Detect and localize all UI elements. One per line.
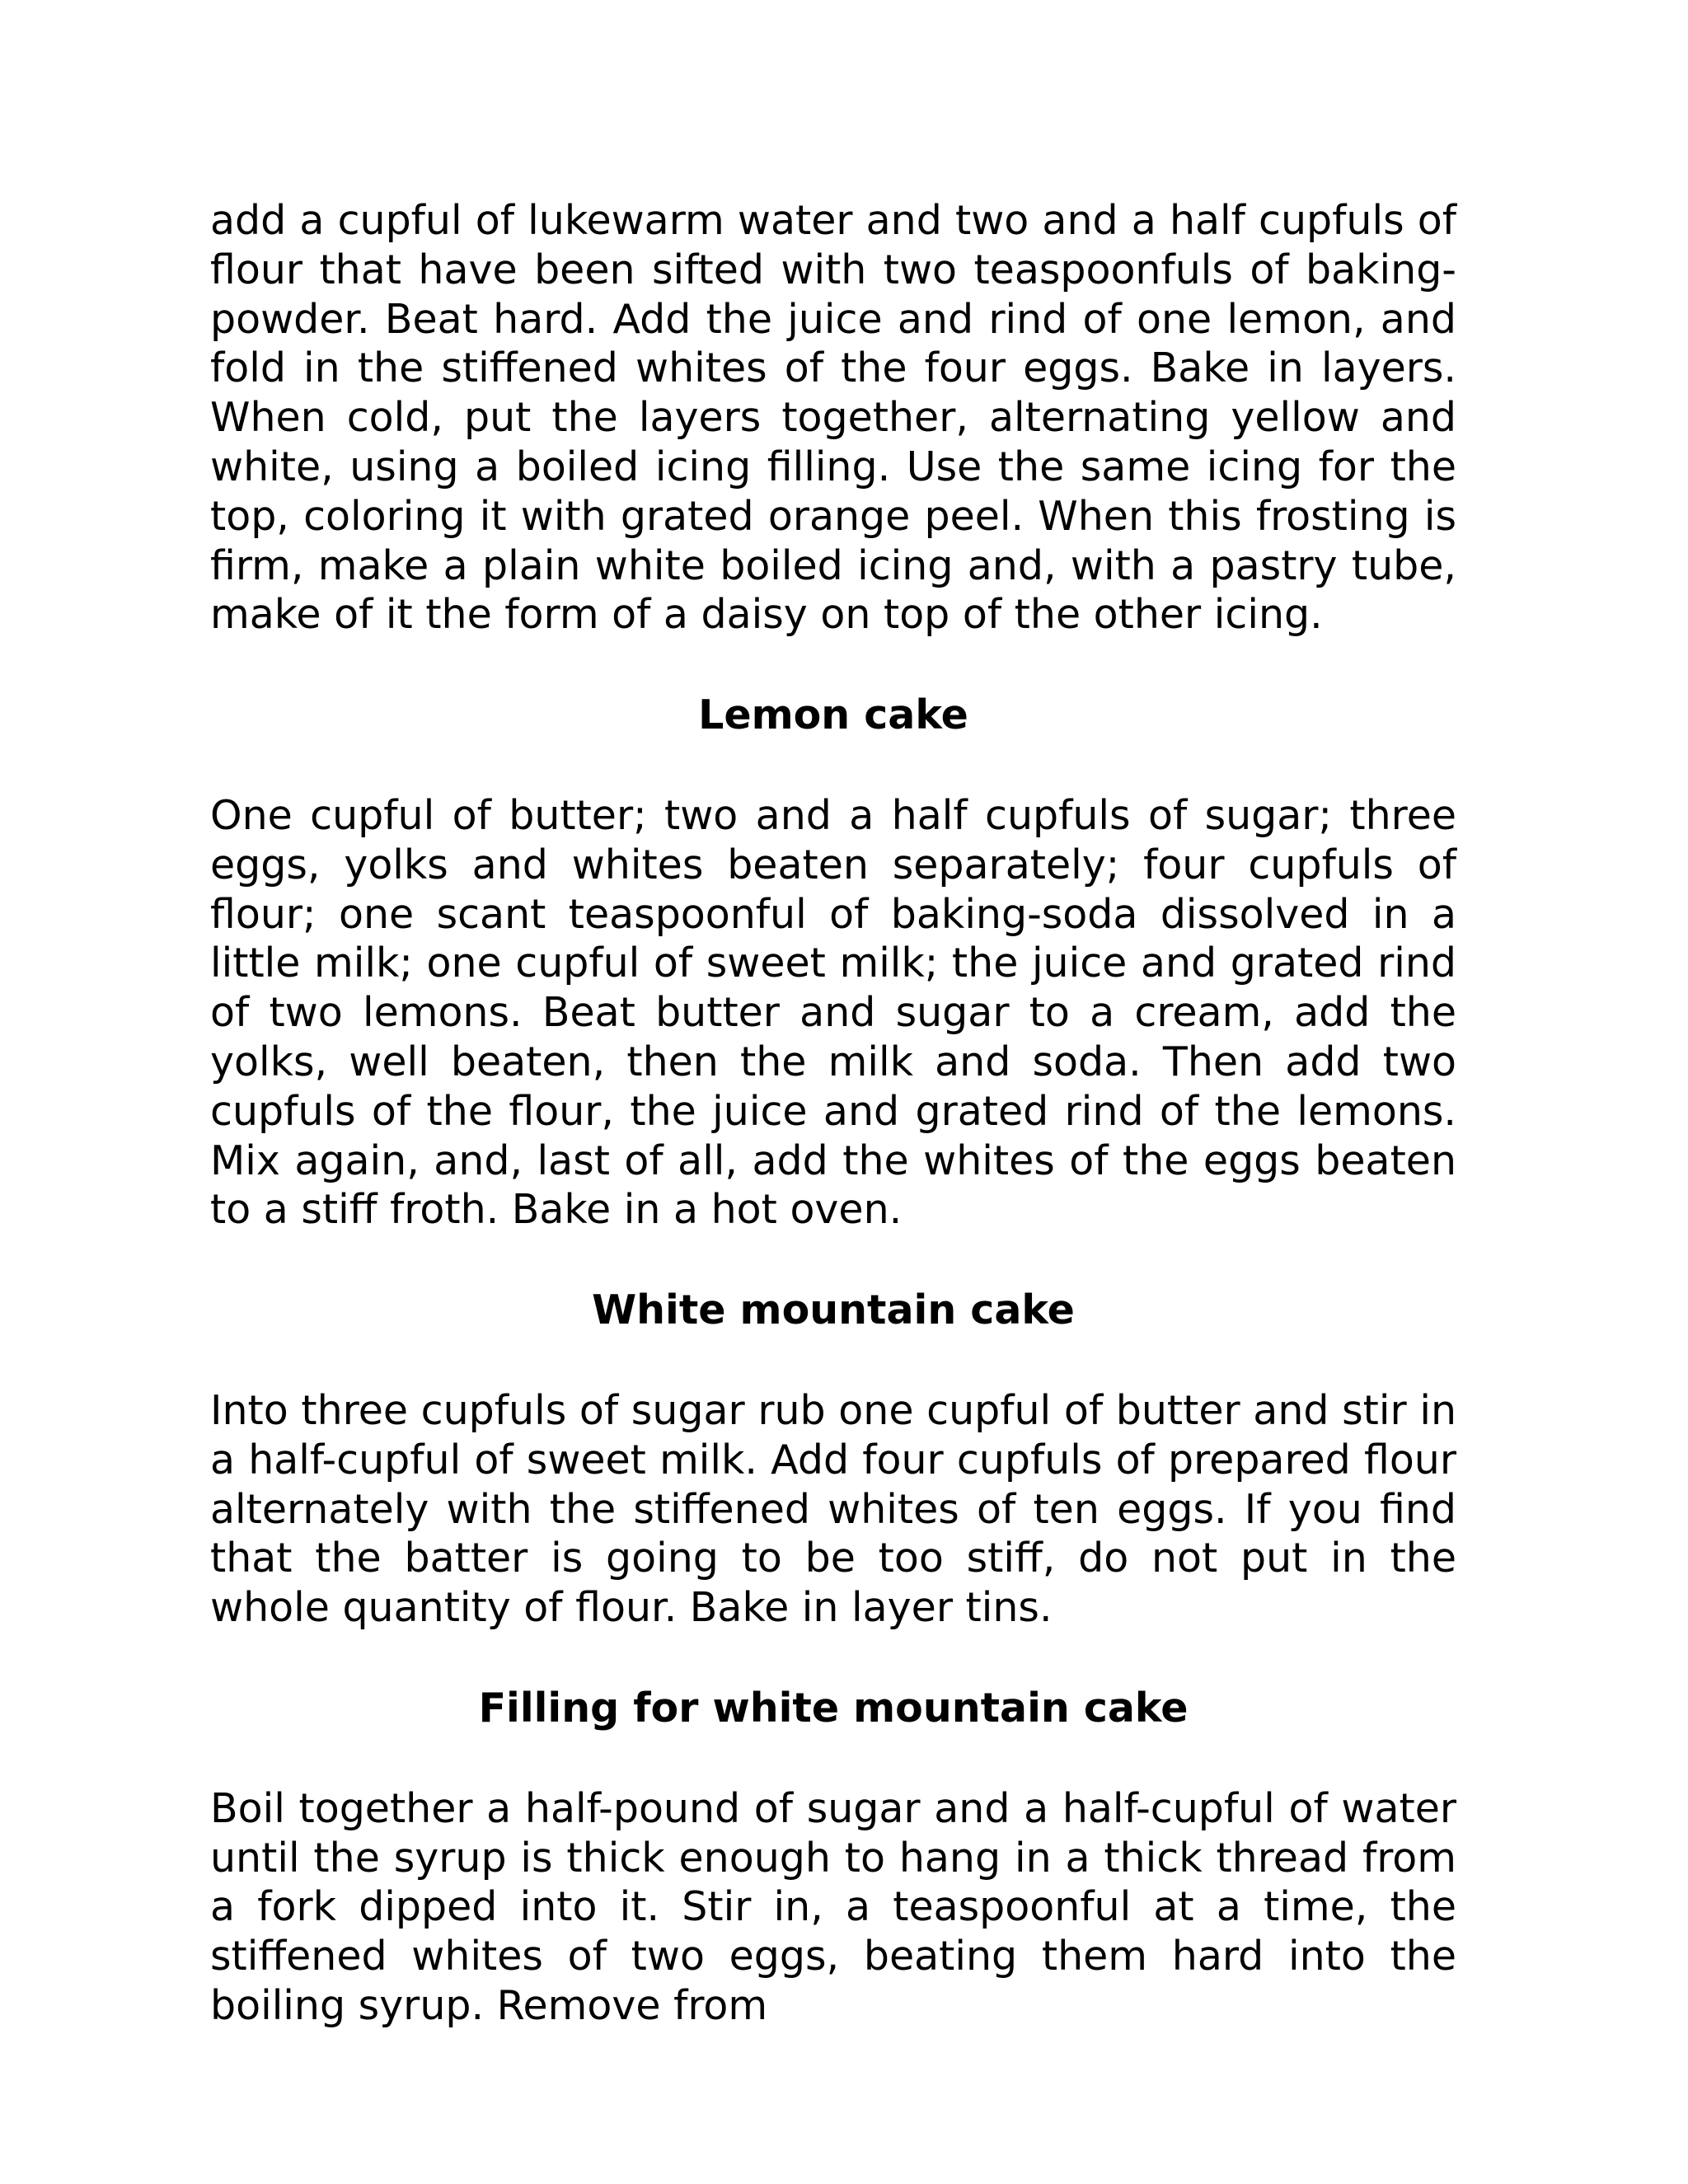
lemon-cake-heading: Lemon cake xyxy=(698,691,968,739)
lemon-cake-paragraph: One cupful of butter; two and a half cupfuls of sugar; three eggs, yolks and whites beaten separately; four cupfuls of flour; one scant teaspoonful of baking-soda dissolved in a little milk; one cupful of sweet milk; the juice and grated rind of two lemons. Beat butter and sugar to a cream, add the yolks, well beaten, then the milk and soda. Then add two cupfuls of the flour, the juice and grated rind of the lemons. Mix again, and, last of all, add the whites of the eggs beaten to a stiff froth. Bake in a hot oven. xyxy=(210,791,1456,1234)
filling-paragraph: Boil together a half-pound of sugar and a half-cupful of water until the syrup is thick enough to hang in a thick thread from a fork dipped into it. Stir in, a teaspoonful at a time, the stiffened whites of two eggs, beating them hard into the boiling syrup. Remove from xyxy=(210,1784,1456,2029)
recipe-continuation-paragraph: add a cupful of lukewarm water and two and a half cupfuls of flour that have been sifted with two teaspoonfuls of baking-powder. Beat hard. Add the juice and rind of one lemon, and fold in the stiffened whites of the four eggs. Bake in layers. When cold, put the layers together, alternating yellow and white, using a boiled icing filling. Use the same icing for the top, coloring it with grated orange peel. When this frosting is firm, make a plain white boiled icing and, with a pastry tube, make of it the form of a daisy on top of the other icing. xyxy=(210,197,1456,639)
document-page xyxy=(210,196,1456,2031)
white-mountain-cake-heading: White mountain cake xyxy=(592,1286,1075,1334)
filling-heading: Filling for white mountain cake xyxy=(478,1684,1189,1732)
white-mountain-cake-paragraph: Into three cupfuls of sugar rub one cupful of butter and stir in a half-cupful of sweet milk. Add four cupfuls of prepared flour alternately with the stiffened whites of ten eggs. If you find that the batter is going to be too stiff, do not put in the whole quantity of flour. Bake in layer tins. xyxy=(210,1386,1456,1632)
